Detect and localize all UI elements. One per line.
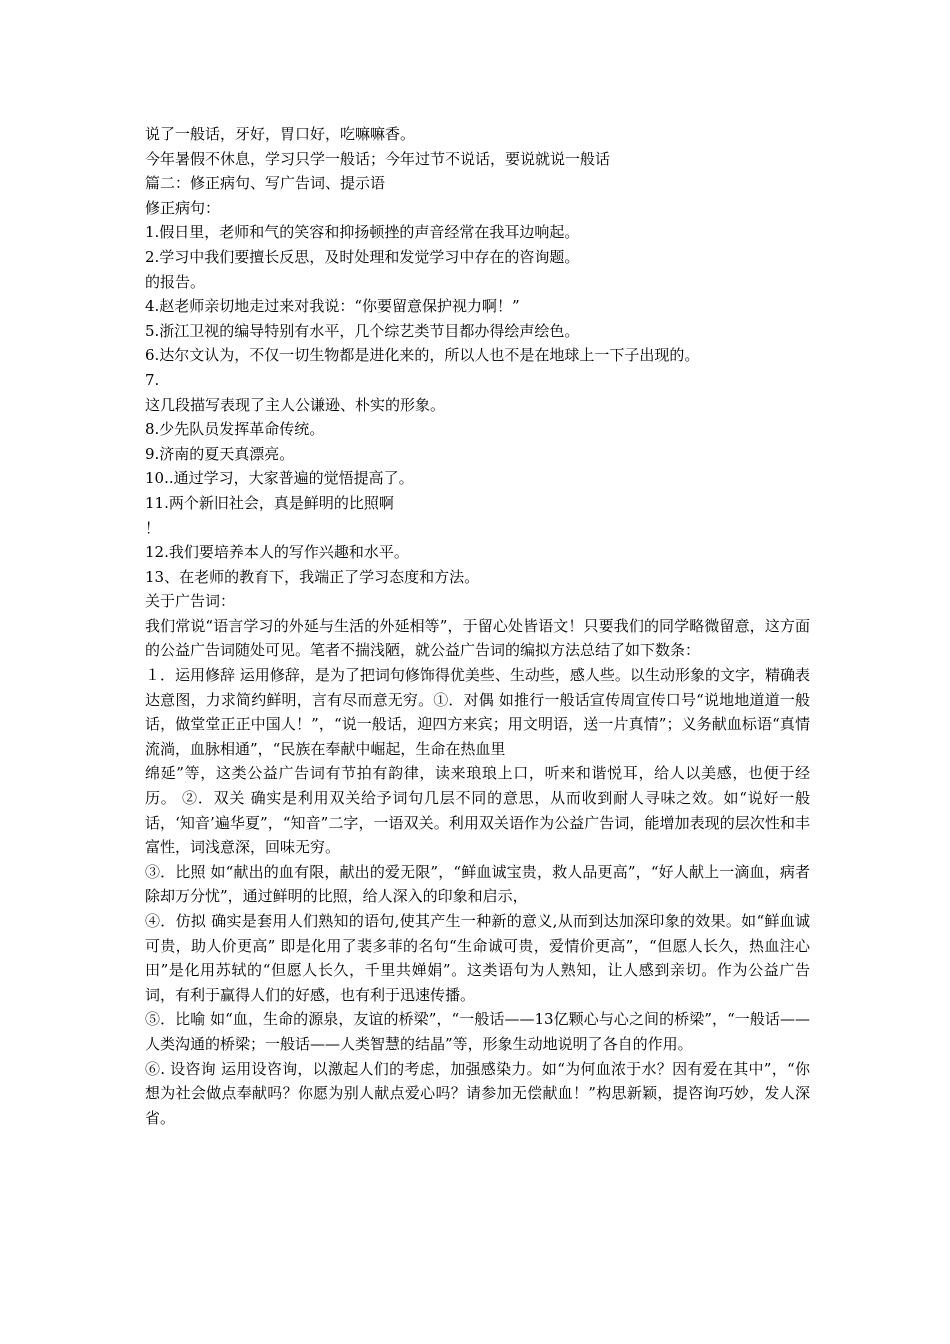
text-line: 9.济南的夏天真漂亮。 bbox=[145, 444, 295, 463]
text-line: 这几段描写表现了主人公谦逊、朴实的形象。 bbox=[145, 395, 446, 414]
paragraph-pun: 绵延”等，这类公益广告词有节拍有韵律，读来琅琅上口，听来和谐悦耳，给人以美感，也便于经历。 ②．双关 确实是利用双关给予词句几层不同的意思，从而收到耐人寻味之效。如“说好一般话，‘知音’遍华夏”，“知音”二字，一语双关。利用双关语作为公益广告词，能增加表现的层次性和丰富性，词浅意深，回味无穷。 bbox=[145, 764, 810, 857]
text-line: 6.达尔文认为，不仅一切生物都是进化来的，所以人也不是在地球上一下子出现的。 bbox=[145, 346, 700, 365]
text-line: 4.赵老师亲切地走过来对我说：“你要留意保护视力啊！” bbox=[145, 297, 520, 316]
text-line: ！ bbox=[145, 518, 161, 537]
paragraph-metaphor: ⑤．比喻 如“血，生命的源泉，友谊的桥梁”，“一般话——13亿颗心与心之间的桥梁”，“一般话——人类沟通的桥梁；一般话——人类智慧的结晶”等，形象生动地说明了各自的作用。 bbox=[145, 1010, 810, 1053]
paragraph-question: ⑥. 设咨询 运用设咨询，以激起人们的考虑，加强感染力。如“为何血浓于水？因有爱在其中”，“你想为社会做点奉献吗？你愿为别人献点爱心吗？请参加无偿献血！”构思新颖，提咨询巧妙，发人深省。 bbox=[145, 1059, 810, 1127]
text-line: 5.浙江卫视的编导特别有水平，几个综艺类节目都办得绘声绘色。 bbox=[145, 321, 580, 340]
text-line: 7. bbox=[145, 370, 160, 389]
section-heading: 篇二：修正病句、写广告词、提示语 bbox=[145, 174, 386, 193]
paragraph-rhetoric: １．运用修辞 运用修辞，是为了把词句修饰得优美些、生动些，感人些。以生动形象的文字，精确表达意图，力求简约鲜明，言有尽而意无穷。①．对偶 如推行一般话宣传周宣传口号“说地地道道一般话，做堂堂正正中国人！”，“说一般话，迎四方来宾；用文明语，送一片真情”；义务献血标语“真情流淌，血脉相通”，“民族在奉献中崛起，生命在热血里 bbox=[145, 666, 810, 758]
paragraph-intro: 我们常说“语言学习的外延与生活的外延相等”，于留心处皆语文！只要我们的同学略微留意，这方面的公益广告词随处可见。笔者不揣浅陋，就公益广告词的编拟方法总结了如下数条： bbox=[145, 616, 810, 660]
text-line: 1.假日里，老师和气的笑容和抑扬顿挫的声音经常在我耳边响起。 bbox=[145, 223, 580, 242]
document-page bbox=[145, 122, 810, 1130]
text-line: 13、在老师的教育下，我端正了学习态度和方法。 bbox=[145, 567, 480, 586]
text-line: 今年暑假不休息，学习只学一般话；今年过节不说话，要说就说一般话 bbox=[145, 149, 611, 168]
text-line: 12.我们要培养本人的写作兴趣和水平。 bbox=[145, 543, 409, 562]
text-line: 8.少先队员发挥革命传统。 bbox=[145, 420, 325, 439]
text-line: 2.学习中我们要擅长反思，及时处理和发觉学习中存在的咨询题。 bbox=[145, 247, 580, 266]
paragraph-contrast: ③．比照 如“献出的血有限，献出的爱无限”，“鲜血诚宝贵，救人品更高”，“好人献上一滴血，病者除却万分忧”，通过鲜明的比照，给人深入的印象和启示， bbox=[145, 862, 810, 906]
subheading-correct-sentences: 修正病句： bbox=[145, 198, 221, 217]
text-line: 10..通过学习，大家普遍的觉悟提高了。 bbox=[145, 469, 414, 488]
text-line: 的报告。 bbox=[145, 272, 206, 291]
paragraph-parody: ④．仿拟 确实是套用人们熟知的语句,使其产生一种新的意义,从而到达加深印象的效果。如“鲜血诚可贵，助人价更高” 即是化用了裴多菲的名句“生命诚可贵，爱情价更高”，“但愿人长久，热血注心田”是化用苏轼的“但愿人长久，千里共婵娟”。这类语句为人熟知，让人感到亲切。作为公益广告词，有利于赢得人们的好感，也有利于迅速传播。 bbox=[145, 912, 810, 1004]
text-line: 说了一般话，牙好，胃口好，吃嘛嘛香。 bbox=[145, 125, 416, 143]
subheading-ad-slogans: 关于广告词： bbox=[145, 592, 236, 611]
text-line: 11.两个新旧社会，真是鲜明的比照啊 bbox=[145, 493, 394, 512]
